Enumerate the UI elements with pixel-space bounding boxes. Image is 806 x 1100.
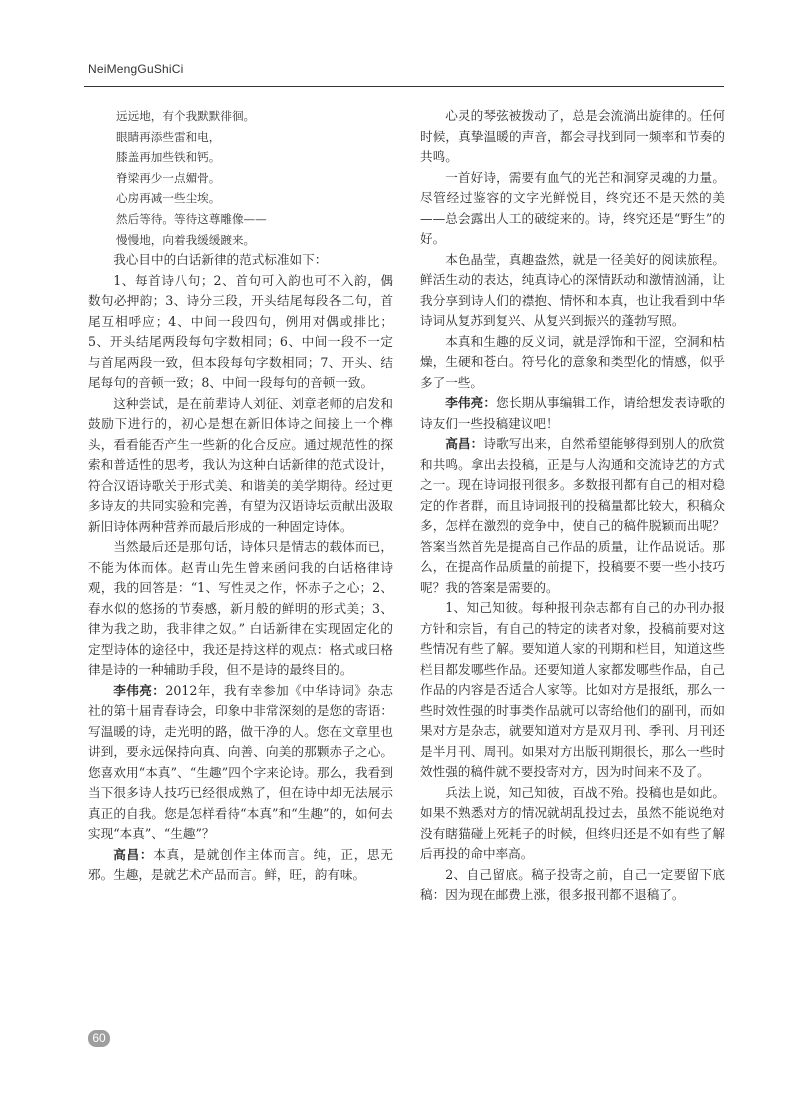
paragraph-text: 诗歌写出来，自然希望能够得到别人的欣赏和共鸣。拿出去投稿，正是与人沟通和交流诗艺的方式之一。现在诗词报刊很多。多数报刊都有自己的相对稳定的作者群，而且诗词报刊的投稿量都比较大，积稿众多，怎样在激烈的竞争中，使自己的稿件脱颖而出呢？答案当然首先是提高自己作品的质量，让作品说话。那么，在提高作品质量的前提下，投稿要不要一些小技巧呢？我的答案是需要的。 [420,436,726,595]
poem-line: 心房再减一些尘埃。 [116,191,221,206]
page-number-badge: 60 [88,1030,110,1047]
body-paragraph [88,394,393,538]
paragraph-text: 1、知己知彼。每种报刊杂志都有自己的办刊办报方针和宗旨，有自己的特定的读者对象，投稿前要对这些情况有些了解。要知道人家的刊期和栏目，知道这些栏目都发哪些作品。还要知道人家都发哪些作品，自己作品的内容是否适合人家等。比如对方是报纸，那么一些时效性强的时事类作品就可以寄给他们的副刊，而如果对方是杂志，就要知道对方是双月刊、季刊、月刊还是半月刊、周刊。如果对方出版刊期很长，那么一些时效性强的稿件就不要投寄对方，因为时间来不及了。 [420,600,725,779]
paragraph-text: 一首好诗，需要有血气的光芒和洞穿灵魂的力量。尽管经过鉴容的文字光鲜悦目，终究还不是天然的美——总会露出人工的破绽来的。诗，终究还是“野生”的好。 [420,169,725,246]
body-paragraph [420,332,725,394]
paragraph-text: 这种尝试，是在前辈诗人刘征、刘章老师的启发和鼓励下进行的，初心是想在新旧体诗之间接上一个榫头，看看能否产生一些新的化合反应。通过规范性的探索和普适性的思考，我认为这种白话新律的范式设计，符合汉语诗歌关于形式美、和谐美的美学期待。经过更多诗友的共同实验和完善，有望为汉语诗坛贡献出汲取新旧诗体两种营养而最后形成的一种固定诗体。 [88,395,393,534]
speaker-name: 李伟亮： [445,395,497,410]
body-paragraph [420,783,725,865]
paragraph-text: 兵法上说，知己知彼，百战不殆。投稿也是如此。如果不熟悉对方的情况就胡乱投过去，虽然不能说绝对没有瞎猫碰上死耗子的时候，但终归还是不如有些了解后再投的命中率高。 [420,784,725,861]
left-column [88,106,393,886]
speaker-name: 高昌： [113,846,154,862]
speaker-name: 李伟亮： [113,682,166,698]
paragraph-text: 我心目中的白话新律的范式标准如下： [113,252,328,268]
right-column [420,106,725,906]
paragraph-text: 本真，是就创作主体而言。纯，正，思无邪。生趣，是就艺术产品而言。鲜，旺，韵有味。 [88,846,394,883]
paragraph-text: 当然最后还是那句话，诗体只是情志的载体而已，不能为体而体。赵青山先生曾来函问我的白话格律诗观，我的回答是：“1、写性灵之作，怀赤子之心；2、春水似的悠扬的节奏感，新月般的鲜明的形式美；3、律为我之助，我非律之奴。” 白话新律在实现固定化的定型诗体的途径中，我还是持这样的观点：格式或曰格律是诗的一种辅助手段，但不是诗的最终目的。 [88,539,393,678]
body-paragraph [420,434,725,598]
paragraph-text: 本真和生趣的反义词，就是浮饰和干涩，空洞和枯燥，生硬和苍白。符号化的意象和类型化的情感，似乎多了一些。 [420,333,725,390]
poem-line: 脊梁再少一点媚骨。 [116,170,221,185]
body-paragraph [420,865,725,906]
header-rule [84,86,724,87]
poem-block [88,106,393,250]
body-paragraph [420,598,725,783]
paragraph-text: 心灵的琴弦被拨动了，总是会流淌出旋律的。任何时候，真挚温暖的声音，都会寻找到同一频率和节奏的共鸣。 [420,108,725,164]
poem-line: 远远地，有个我默默徘徊。 [116,109,256,123]
paragraph-text: 本色晶莹，真趣盎然，就是一径美好的阅读旅程。鲜活生动的表达，纯真诗心的深情跃动和激情汹涌，让我分享到诗人们的襟抱、情怀和本真，也让我看到中华诗词从复苏到复兴、从复兴到振兴的蓬勃写照。 [420,251,725,328]
body-paragraph [420,106,725,168]
body-paragraph [88,271,393,394]
body-paragraph [420,250,725,332]
paragraph-text: 1、每首诗八句；2、首句可入韵也可不入韵，偶数句必押韵；3、诗分三段，开头结尾每段各二句，首尾互相呼应；4、中间一段四句，例用对偶或排比；5、开头结尾两段每句字数相同；6、中间一段不一定与首尾两段一致，但本段每句字数相同；7、开头、结尾每句的音顿一致；8、中间一段每句的音顿一致。 [88,272,393,391]
body-paragraph [88,250,393,271]
poem-line: 膝盖再加些铁和钙。 [116,150,221,165]
poem-line: 慢慢地，向着我缓缓踱来。 [116,232,256,247]
body-paragraph [88,537,393,681]
body-paragraph [420,168,725,250]
body-paragraph [420,393,725,434]
speaker-name: 高昌： [445,436,484,451]
poem-line: 眼睛再添些雷和电， [116,129,221,144]
poem-line: 然后等待。等待这尊雕像—— [116,211,267,226]
magazine-header: NeiMengGuShiCi [88,62,184,76]
body-paragraph [88,845,393,886]
body-paragraph [88,681,393,845]
paragraph-text: 2、自己留底。稿子投寄之前，自己一定要留下底稿：因为现在邮费上涨，很多报刊都不退稿了。 [420,866,725,902]
paragraph-text: 您长期从事编辑工作，请给想发表诗歌的诗友们一些投稿建议吧！ [420,395,726,431]
paragraph-text: 2012年，我有幸参加《中华诗词》杂志社的第十届青春诗会，印象中非常深刻的是您的寄语：写温暖的诗，走光明的路，做干净的人。您在文章里也讲到，要永远保持向真、向善、向美的那颗赤子之心。您喜欢用“本真”、“生趣”四个字来论诗。那么，我看到当下很多诗人技巧已经很成熟了，但在诗中却无法展示真正的自我。您是怎样看待“本真”和“生趣”的，如何去实现“本真”、“生趣”？ [88,682,394,842]
